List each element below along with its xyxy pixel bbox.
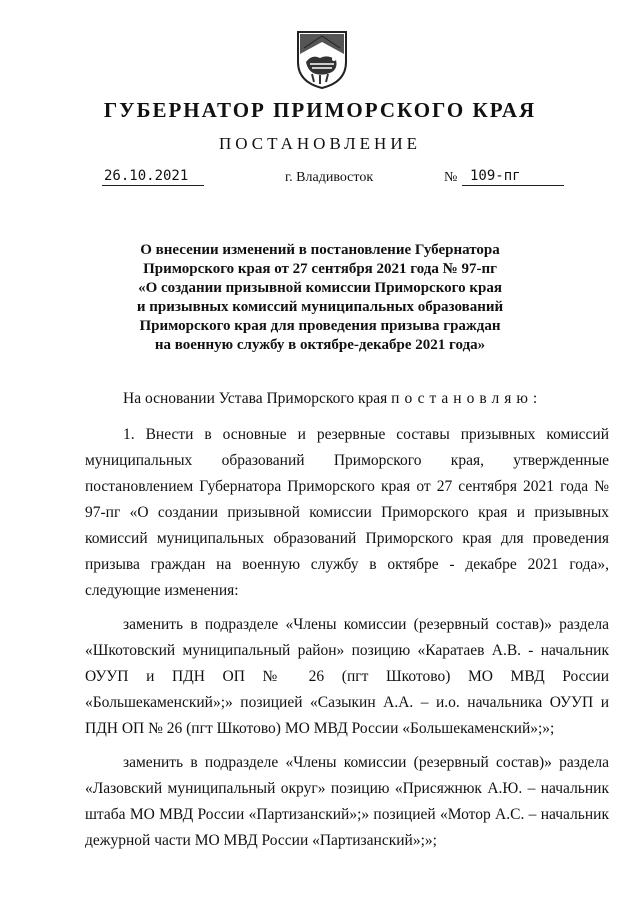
title-line: и призывных комиссий муниципальных образований	[136, 299, 504, 315]
title-line: на военную службу в октябре-декабре 2021 года»	[154, 337, 486, 353]
document-type: ПОСТАНОВЛЕНИЕ	[218, 134, 421, 153]
document-title	[110, 241, 530, 355]
item-1-paragraph: 1. Внести в основные и резервные составы призывных комиссий муниципальных образований Приморского края, утвержденные постановлением Губернатора Приморского края от 27 сентября 2021 года № 97-пг «О создании призывной комиссии Приморского края и призывных комиссий муниципальных образований Приморского края для проведения призыва граждан на военную службу в октябре - декабре 2021 года», следующие изменения:	[85, 426, 609, 599]
document-date: 26.10.2021	[102, 168, 204, 186]
document-city: г. Владивосток	[285, 170, 374, 185]
title-line: «О создании призывной комиссии Приморского края	[138, 280, 502, 296]
authority-title: ГУБЕРНАТОР ПРИМОРСКОГО КРАЯ	[103, 98, 537, 122]
change-1-paragraph: заменить в подразделе «Члены комиссии (резервный состав)» раздела «Шкотовский муниципальный район» позицию «Каратаев А.В. - начальник ОУУП и ПДН ОП № 26 (пгт Шкотово) МО МВД России «Большекаменский»;» позицией «Сазыкин А.А. – и.о. начальника ОУУП и ПДН ОП № 26 (пгт Шкотово) МО МВД России «Большекаменский»;»;	[85, 616, 609, 737]
basis-paragraph	[85, 386, 609, 412]
coat-of-arms-emblem	[296, 28, 348, 90]
document-number: 109-пг	[462, 168, 564, 186]
number-label: №	[444, 170, 458, 185]
document-body	[85, 386, 609, 854]
title-line: Приморского края для проведения призыва граждан	[139, 318, 501, 334]
basis-keyword: постановляю:	[391, 390, 543, 407]
title-line: Приморского края от 27 сентября 2021 года № 97-пг	[143, 261, 497, 277]
change-2-paragraph: заменить в подразделе «Члены комиссии (резервный состав)» раздела «Лазовский муниципальный округ» позицию «Присяжнюк А.Ю. – начальник штаба МО МВД России «Партизанский»;» позицией «Мотор А.С. – начальник дежурной части МО МВД России «Партизанский»;»;	[85, 754, 609, 849]
basis-text: На основании Устава Приморского края	[123, 390, 388, 407]
title-line: О внесении изменений в постановление Губернатора	[140, 242, 500, 258]
